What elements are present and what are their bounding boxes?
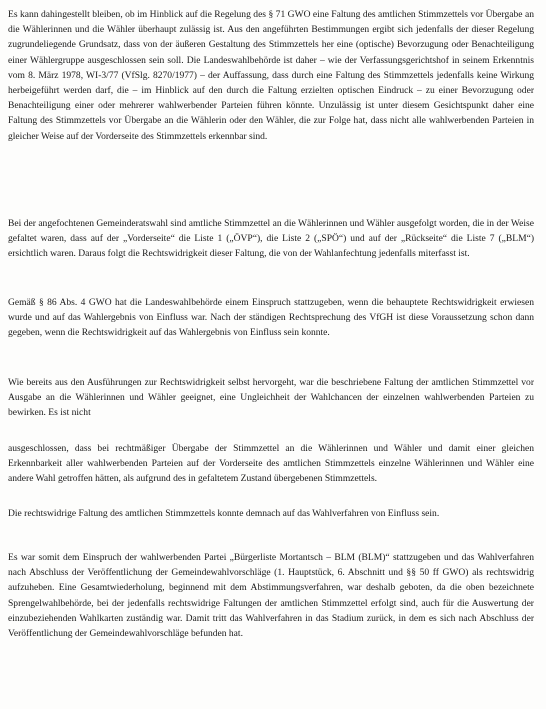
- paragraph-unequal-chances: Wie bereits aus den Ausführungen zur Rechtswidrigkeit selbst hervorgeht, war die beschriebene Faltung der amtlichen Stimmzettel vor Ausgabe an die Wählerinnen und Wähler geeignet, eine Ungleichheit der Wahlchancen der einzelnen wahlwerbenden Parteien zu bewirken. Es ist nicht: [8, 377, 534, 419]
- paragraph-not-excluded: ausgeschlossen, dass bei rechtmäßiger Übergabe der Stimmzettel an die Wählerinnen und Wähler und damit einer gleichen Erkennbarkeit aller wahlwerbenden Parteien auf der Vorderseite des amtlichen Stimmzettels einzelne Wählerinnen und Wähler eine andere Wahl getroffen hätten, als aufgrund des in gefaltetem Zustand übergebenen Stimmzettels.: [8, 443, 534, 485]
- paragraph-influence-conclusion: Die rechtswidrige Faltung des amtlichen Stimmzettels konnte demnach auf das Wahlverfahren von Einfluss sein.: [8, 508, 440, 519]
- paragraph-decision: Es war somit dem Einspruch der wahlwerbenden Partei „Bürgerliste Mortantsch – BLM (BLM)“ stattzugeben und das Wahlverfahren nach Abschluss der Veröffentlichung der Gemeindewahlvorschläge (1. Hauptstück, 6. Abschnitt und §§ 50 ff GWO) als rechtswidrig aufzuheben. Eine Gesamtwiederholung, beginnend mit dem Abstimmungsverfahren, war deshalb geboten, da die oben bezeichnete Sprengelwahlbehörde, bei der jedenfalls rechtswidrige Faltungen der amtlichen Stimmzettel erfolgt sind, auch für die Auswertung der einzubeziehenden Wahlkarten zuständig war. Damit tritt das Wahlverfahren in das Stadium zurück, in dem es sich nach Abschluss der Veröffentlichung der Gemeindewahlvorschläge befunden hat.: [8, 552, 534, 640]
- paragraph-legal-basis: Gemäß § 86 Abs. 4 GWO hat die Landeswahlbehörde einem Einspruch stattzugeben, wenn die behauptete Rechtswidrigkeit erwiesen wurde und auf das Wahlergebnis von Einfluss war. Nach der ständigen Rechtsprechung des VfGH ist diese Voraussetzung schon dann gegeben, wenn die Rechtswidrigkeit auf das Wahlergebnis von Einfluss sein konnte.: [8, 297, 534, 339]
- paragraph-contested-election: Bei der angefochtenen Gemeinderatswahl sind amtliche Stimmzettel an die Wählerinnen und Wähler ausgefolgt worden, die in der Weise gefaltet waren, dass auf der „Vorderseite“ die Liste 1 („ÖVP“), die Liste 2 („SPÖ“) und auf der „Rückseite“ die Liste 7 („BLM“) ersichtlich waren. Daraus folgt die Rechtswidrigkeit dieser Faltung, die von der Wahlanfechtung jedenfalls miterfasst ist.: [8, 218, 534, 260]
- paragraph-folding-admissibility: Es kann dahingestellt bleiben, ob im Hinblick auf die Regelung des § 71 GWO eine Faltung des amtlichen Stimmzettels vor Übergabe an die Wählerinnen und die Wähler überhaupt zulässig ist. Aus den angeführten Bestimmungen ergibt sich jedenfalls der dieser Regelung zugrundeliegende Grundsatz, dass von der äußeren Gestaltung des Stimmzettels her eine (optische) Bevorzugung oder Benachteiligung einer Wählergruppe ausgeschlossen sein soll. Die Landeswahlbehörde ist daher – wie der Verfassungsgerichtshof in seinem Erkenntnis vom 8. März 1978, WI-3/77 (VfSlg. 8270/1977) – der Auffassung, dass durch eine Faltung des Stimmzettels jedenfalls keine Wirkung herbeigeführt werden darf, die – im Hinblick auf den durch die Faltung erzielten optischen Eindruck – zu einer Bevorzugung oder Benachteiligung einer oder mehrerer wahlwerbender Parteien führen könnte. Unzulässig ist unter diesem Gesichtspunkt daher eine Faltung des Stimmzettels vor Übergabe an die Wählerin oder den Wähler, die zur Folge hat, dass nicht alle wahlwerbenden Parteien in gleicher Weise auf der Vorderseite des Stimmzettels erkennbar sind.: [8, 9, 534, 142]
